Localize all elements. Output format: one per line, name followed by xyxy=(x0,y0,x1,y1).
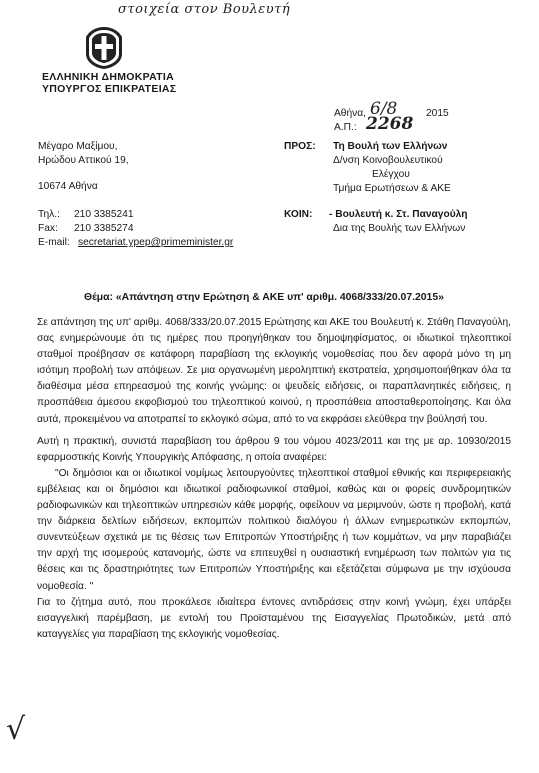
subject-line: Θέμα: «Απάντηση στην Ερώτηση & ΑΚΕ υπ' αριθμ. 4068/333/20.07.2015» xyxy=(84,292,444,303)
date-place: Αθήνα, xyxy=(334,108,366,119)
fax-value: 210 3385274 xyxy=(74,223,134,234)
tel-label: Τηλ.: xyxy=(38,209,60,220)
margin-check-mark: √ xyxy=(6,712,26,747)
date-handwritten: 6/8 xyxy=(370,99,398,119)
cc-line-2: Δια της Βουλής των Ελλήνων xyxy=(333,223,466,234)
sender-ministry-name xyxy=(42,71,176,95)
sender-line-1: ΕΛΛΗΝΙΚΗ ΔΗΜΟΚΡΑΤΙΑ xyxy=(42,71,174,83)
to-label: ΠΡΟΣ: xyxy=(284,141,316,152)
body-paragraph-1: Σε απάντηση της υπ' αριθμ. 4068/333/20.07.2015 Ερώτησης και ΑΚΕ του Βουλευτή κ. Στάθη Παναγούλη, σας ενημερώνουμε ότι τις ημέρες που προηγήθηκαν του δημοψηφίσματος, οι ιδιωτικοί τηλεοπτικοί σταθμοί προέβησαν σε κατάφορη παραβίαση της εκλογικής νομοθεσίας που δεν αφορά μόνο τη μη ισότιμη προβολή των απόψεων. Σε μια οργανωμένη μεροληπτική εκστρατεία, χρησιμοποιήθηκαν όλα τα διαθέσιμα μέσα επηρεασμού της κοινής γνώμης: οι ψευδείς ειδήσεις, οι παραπλανητικές ειδήσεις, η προσπάθεια άμεσου εκφοβισμού του τηλεοπτικού κοινού, η προσπάθεια αποσταθεροποίησης. Και όλα αυτά, προκειμένου να αποτραπεί το εκλογικό σώμα, από το να εκφράσει ελεύθερα την βούλησή του. xyxy=(37,317,511,425)
greek-coat-of-arms-icon xyxy=(82,26,126,70)
address-line-3: 10674 Αθήνα xyxy=(38,181,98,192)
to-line-4: Τμήμα Ερωτήσεων & ΑΚΕ xyxy=(333,183,451,194)
to-line-2: Δ/νση Κοινοβουλευτικού xyxy=(333,155,443,166)
handwritten-note: στοιχεία στον Βουλευτή xyxy=(118,2,291,17)
body-paragraph-3: Για το ζήτημα αυτό, που προκάλεσε ιδιαίτερα έντονες αντιδράσεις στην κοινή γνώμη, έχει υπάρξει εισαγγελική παρέμβαση, με εντολή του Προϊσταμένου της Εισαγγελίας Πρωτοδικών, μετά από καταγγελίες για παραβίαση της εκλογικής νομοθεσίας. xyxy=(37,596,511,640)
letter-body xyxy=(37,315,511,643)
fax-label: Fax: xyxy=(38,223,58,234)
body-paragraph-2: Αυτή η πρακτική, συνιστά παραβίαση του άρθρου 9 του νόμου 4023/2011 και της με αρ. 10930/2015 εφαρμοστικής Κοινής Υπουργικής Απόφασης, η οποία αναφέρει: xyxy=(37,435,511,463)
to-line-3: Ελέγχου xyxy=(372,169,410,180)
cc-line-1: - Βουλευτή κ. Στ. Παναγούλη xyxy=(329,209,468,220)
protocol-label: Α.Π.: xyxy=(334,122,357,133)
email-link[interactable]: secretariat.ypep@primeminister.gr xyxy=(78,237,234,248)
protocol-number: 2268 xyxy=(366,114,414,134)
date-year: 2015 xyxy=(426,108,449,119)
to-line-1: Τη Βουλή των Ελλήνων xyxy=(333,141,448,152)
address-line-2: Ηρώδου Αττικού 19, xyxy=(38,155,129,166)
address-line-1: Μέγαρο Μαξίμου, xyxy=(38,141,118,152)
sender-line-2: ΥΠΟΥΡΓΟΣ ΕΠΙΚΡΑΤΕΙΑΣ xyxy=(42,83,177,95)
email-label: E-mail: xyxy=(38,237,70,248)
tel-value: 210 3385241 xyxy=(74,209,134,220)
law-quote: "Οι δημόσιοι και οι ιδιωτικοί νομίμως λειτουργούντες τηλεοπτικοί σταθμοί εθνικής και περιφερειακής εμβέλειας και οι δημόσιοι και ιδιωτικοί ραδιοφωνικοί σταθμοί, καθώς και οι φορείς συνδρομητικών ραδιοφωνικών και τηλεοπτικών υπηρεσιών κάθε μορφής, οφείλουν να μεριμνούν, ώστε η προβολή, κατά την διάρκεια δελτίων ειδήσεων, εκπομπών πολιτικού διαλόγου ή άλλων ενημερωτικών εκπομπών, συνεντεύξεων σχετικά με τις θέσεις των Επιτροπών Υποστήριξης ή των κομμάτων, να μην παραβιάζει την αρχή της ισομερούς κατανομής, ώστε να επιτευχθεί η ουσιαστική ενημέρωση των πολιτών για τις θέσεις και τις δραστηριότητες των Επιτροπών Υποστήριξης και εξετάζεται σύμφωνα με την ισχύουσα νομοθεσία. " xyxy=(37,467,511,592)
cc-label: ΚΟΙΝ: xyxy=(284,209,313,220)
